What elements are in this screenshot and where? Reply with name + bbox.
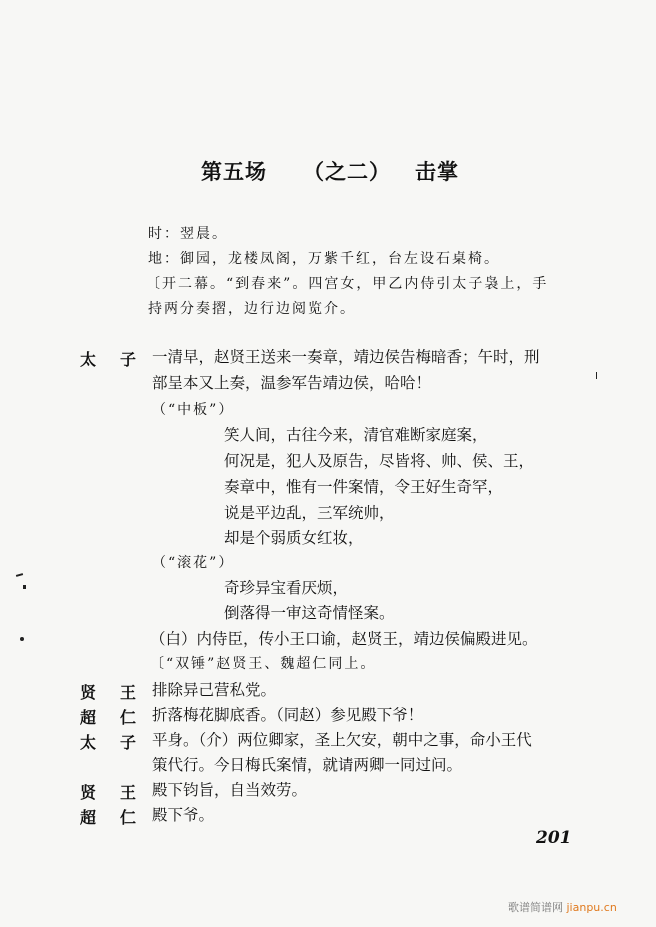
tune-label: （“滚花”） xyxy=(152,555,235,571)
title-name-1: 击 xyxy=(415,160,437,184)
dialogue-line: 策代行。今日梅氏案情，就请两卿一同过问。 xyxy=(152,756,463,774)
page-number: 201 xyxy=(536,828,572,848)
verse-line: 何况是，犯人及原告，尽皆将、帅、侯、王， xyxy=(224,452,535,470)
stage-direction: 〔“双锤”赵贤王、魏超仁同上。 xyxy=(150,656,377,672)
scan-speck xyxy=(23,585,26,589)
dialogue-line: 折落梅花脚底香。（同赵）参见殿下爷！ xyxy=(152,706,424,724)
setting-place: 地：御园，龙楼凤阁，万紫千红，台左设石桌椅。 xyxy=(148,251,500,267)
title-sub: （之二） xyxy=(303,160,391,184)
tune-label: （“中板”） xyxy=(152,402,235,418)
stage-direction-cont: 持两分奏摺，边行边阅览介。 xyxy=(148,301,356,317)
verse-line: 却是个弱质女红妆， xyxy=(224,529,364,547)
scan-speck xyxy=(20,637,24,641)
scan-speck xyxy=(596,372,597,379)
title-name-2: 掌 xyxy=(437,160,459,184)
watermark-cn: 歌谱简谱网 xyxy=(508,901,563,914)
verse-line: 奇珍异宝看厌烦， xyxy=(224,579,349,597)
speaker-chaoren: 超 仁 xyxy=(80,808,136,827)
speaker-xianwang: 贤 王 xyxy=(80,783,136,802)
setting-time: 时：翌晨。 xyxy=(148,226,228,242)
dialogue-line: 平身。（介）两位卿家，圣上欠安，朝中之事，命小王代 xyxy=(152,731,532,749)
speaker-xianwang: 贤 王 xyxy=(80,683,136,702)
dialogue-line: 殿下钧旨，自当效劳。 xyxy=(152,781,308,799)
verse-line: 奏章中，惟有一件案情，令王好生奇罕， xyxy=(224,478,504,496)
stage-direction: 〔开二幕。“到春来”。四宫女，甲乙内侍引太子袅上，手 xyxy=(146,276,549,292)
dialogue-line: 殿下爷。 xyxy=(152,806,215,824)
speaker-chaoren: 超 仁 xyxy=(80,708,136,727)
title-scene: 第五场 xyxy=(201,160,267,184)
speaker-taizi: 太 子 xyxy=(80,350,136,369)
verse-line: 笑人间，古往今来，清官难断家庭案， xyxy=(224,426,488,444)
watermark xyxy=(508,899,617,915)
speaker-taizi: 太 子 xyxy=(80,733,136,752)
watermark-en: jianpu.cn xyxy=(566,901,617,914)
verse-line: 说是平边乱，三军统帅， xyxy=(224,504,395,522)
dialogue-line: 排除异己营私党。 xyxy=(152,681,277,699)
dialogue-line: 部呈本又上奏，温参军告靖边侯，哈哈！ xyxy=(152,374,432,392)
dialogue-line: 一清早，赵贤王送来一奏章，靖边侯告梅暗香；午时，刑 xyxy=(152,348,540,366)
spoken-line: （白）内侍臣，传小王口谕，赵贤王，靖边侯偏殿进见。 xyxy=(150,630,538,648)
scan-speck xyxy=(16,573,23,577)
verse-line: 倒落得一审这奇情怪案。 xyxy=(224,604,395,622)
